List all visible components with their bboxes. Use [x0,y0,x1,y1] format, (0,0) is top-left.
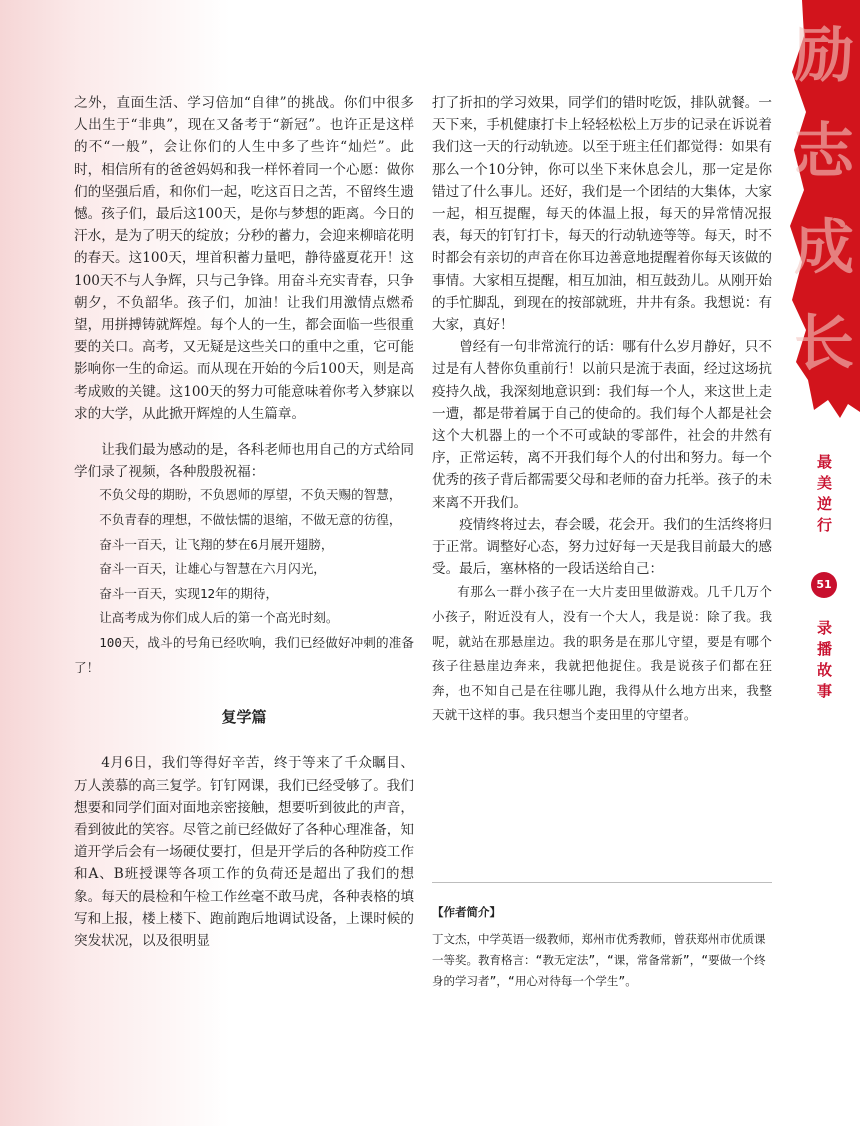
right-paragraph-1: 打了折扣的学习效果，同学们的错时吃饭，排队就餐。一天下来，手机健康打卡上轻轻松松上万步的记录在诉说着我们这一天的行动轨迹。以至于班主任们都觉得：如果有那么一个10分钟，你可以坐下来休息会儿，那一定是你错过了什么事儿。还好，我们是一个团结的大集体，大家一起，相互提醒，每天的体温上报，每天的异常情况报表，每天的钉钉打卡，每天的行动轨迹等等。每天，时不时都会有亲切的声音在你耳边善意地提醒着你每天该做的事情。大家相互提醒，相互加油，相互鼓劲儿。从刚开始的手忙脚乱，到现在的按部就班，井井有条。我想说：有大家，真好！ [432,95,772,334]
blessing-poem [74,483,414,680]
left-paragraph-1: 之外，直面生活、学习倍加“自律”的挑战。你们中很多人出生于“非典”，现在又备考于“新冠”。也许正是这样的不“一般”，会让你们的人生中多了些许“灿烂”。此时，相信所有的爸爸妈妈和我一样怀着同一个心愿：做你们的坚强后盾，和你们一起，吃这百日之苦，不留终生遗憾。孩子们，最后这100天，是你与梦想的距离。今日的汗水，是为了明天的绽放；分秒的蓄力，会迎来柳暗花明的春天。这100天，埋首积蓄力量吧，静待盛夏花开！这100天不与人争辉，只与己争锋。用奋斗充实青春，只争朝夕，不负韶华。孩子们，加油！让我们用激情点燃希望，用拼搏铸就辉煌。每个人的一生，都会面临一些很重要的关口。高考，又无疑是这些关口的重中之重，它可能影响你一生的命运。而从现在开始的今后100天，则是高考成败的关键。这100天的努力可能意味着你考入梦寐以求的大学，从此掀开辉煌的人生篇章。 [74,95,414,422]
poem-line: 不负青春的理想，不做怯懦的退缩，不做无意的彷徨， [99,512,402,528]
poem-line: 奋斗一百天，实现12年的期待， [99,585,279,601]
poem-line: 不负父母的期盼，不负恩师的厚望，不负天赐的智慧， [99,487,402,503]
left-paragraph-2: 让我们最为感动的是，各科老师也用自己的方式给同学们录了视频，各种殷殷祝福： [74,442,414,481]
salinger-quote: 有那么一群小孩子在一大片麦田里做游戏。几千几万个小孩子，附近没有人，没有一个大人，我是说：除了我。我呢，就站在那悬崖边。我的职务是在那儿守望，要是有哪个孩子往悬崖边奔来，我就把他捉住。我是说孩子们都在狂奔，也不知自己是在往哪儿跑，我得从什么地方出来，我整天就干这样的事。我只想当个麦田里的守望者。 [432,584,772,723]
right-column [432,92,772,728]
right-paragraph-3: 疫情终将过去，春会暖，花会开。我们的生活终将归于正常。调整好心态，努力过好每一天是我目前最大的感受。最后，塞林格的一段话送给自己： [432,516,772,578]
poem-line: 让高考成为你们成人后的第一个高光时刻。 [99,610,339,626]
poem-line: 奋斗一百天，让雄心与智慧在六月闪光， [99,561,326,577]
right-paragraph-2: 曾经有一句非常流行的话：哪有什么岁月静好，只不过是有人替你负重前行！以前只是流于表面，经过这场抗疫持久战，我深刻地意识到：我们每一个人，来这世上走一遭，都是带着属于自己的使命的。我们每个人都是社会这个大机器上的一个不可或缺的零部件，社会的井然有序，正常运转，离不开我们每个人的付出和努力。每一个优秀的孩子背后都需要父母和老师的奋力托举。孩子的未来离不开我们。 [432,339,772,511]
section-label-top: 最美逆行 [815,454,833,538]
page-number: 51 [811,572,837,598]
author-note-text: 丁文杰，中学英语一级教师，郑州市优秀教师，曾获郑州市优质课一等奖。教育格言：“教无定法”，“课，常备常新”，“要做一个终身的学习者”，“用心对待每一个学生”。 [432,932,766,988]
author-note-heading: 【作者简介】 [432,905,501,919]
poem-line: 100天，战斗的号角已经吹响，我们已经做好冲刺的准备了！ [74,635,414,675]
author-note [432,902,772,992]
author-divider [432,882,772,883]
section-banner [788,0,860,420]
section-label-bottom: 录播故事 [815,620,833,704]
left-paragraph-3: 4月6日，我们等得好辛苦，终于等来了千众瞩目、万人羡慕的高三复学。钉钉网课，我们已经受够了。我们想要和同学们面对面地亲密接触，想要听到彼此的声音，看到彼此的笑容。尽管之前已经做好了各种心理准备，知道开学后会有一场硬仗要打，但是开学后的各种防疫工作和A、B班授课等各项工作的负荷还是超出了我们的想象。每天的晨检和午检工作丝毫不敢马虎，各种表格的填写和上报，楼上楼下、跑前跑后地调试设备，上课时候的突发状况，以及很明显 [74,755,414,950]
poem-line: 奋斗一百天，让飞翔的梦在6月展开翅膀， [99,536,334,552]
left-column [74,92,414,952]
section-title: 复学篇 [221,708,267,727]
banner-title: 励志成长 [794,21,854,379]
